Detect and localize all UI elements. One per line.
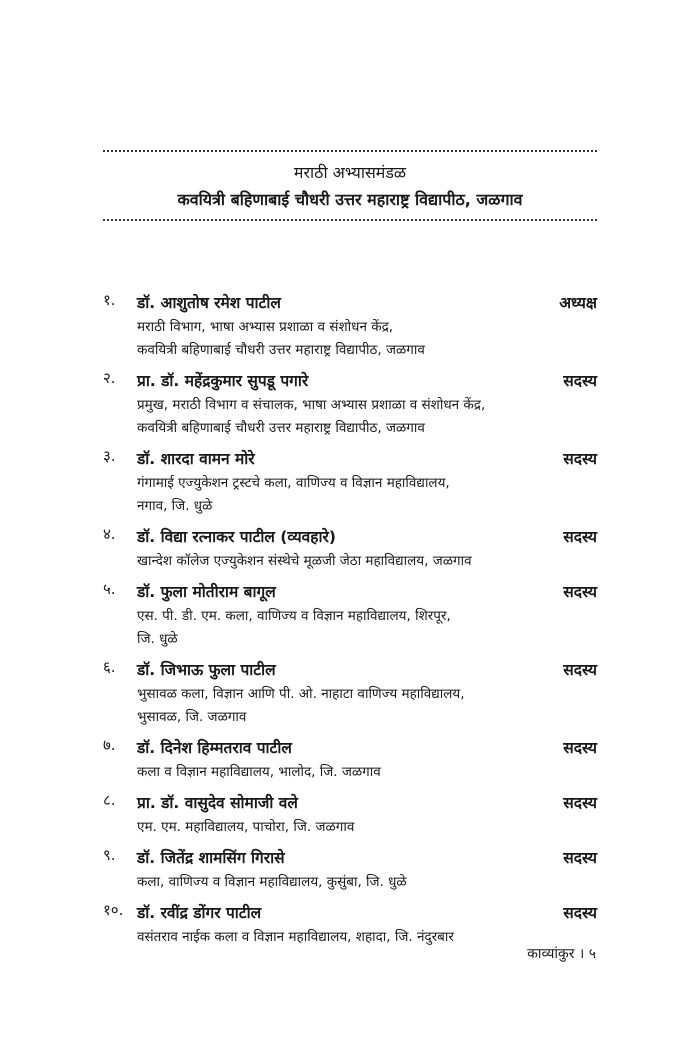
member-number: ३. — [103, 447, 116, 465]
member-affiliation-line: कला, वाणिज्य व विज्ञान महाविद्यालय, कुसुंबा, जि. धुळे — [137, 874, 407, 890]
member-role: सदस्य — [563, 583, 597, 601]
member-entry — [103, 845, 597, 894]
member-number: ५. — [103, 580, 116, 598]
member-name-row — [137, 524, 597, 550]
member-name-row — [137, 290, 597, 316]
member-affiliation-line: गंगामाई एज्युकेशन ट्रस्टचे कला, वाणिज्य व विज्ञान महाविद्यालय, — [137, 475, 450, 491]
member-affiliation-line: वसंतराव नाईक कला व विज्ञान महाविद्यालय, शहादा, जि. नंदुरबार — [137, 929, 454, 945]
member-role: सदस्य — [563, 904, 597, 922]
member-number: ९. — [103, 846, 116, 864]
header-block — [103, 150, 597, 221]
member-number: १. — [103, 291, 116, 309]
member-affiliation-line: खान्देश कॉलेज एज्युकेशन संस्थेचे मूळजी जेठा महाविद्यालय, जळगाव — [137, 553, 472, 569]
member-name-row — [137, 579, 597, 605]
member-role: सदस्य — [563, 528, 597, 546]
member-affiliation-line: एम. एम. महाविद्यालय, पाचोरा, जि. जळगाव — [137, 819, 355, 835]
member-role: सदस्य — [563, 661, 597, 679]
member-name: प्रा. डॉ. वासुदेव सोमाजी वले — [137, 794, 298, 812]
member-affiliation-line: मराठी विभाग, भाषा अभ्यास प्रशाळा व संशोधन केंद्र, — [137, 319, 394, 335]
member-affiliation-line: भुसावळ कला, विज्ञान आणि पी. ओ. नाहाटा वाणिज्य महाविद्यालय, — [137, 686, 465, 702]
member-name: डॉ. जितेंद्र शामसिंग गिरासे — [137, 849, 285, 867]
page-footer: काव्यांकुर । ५ — [527, 946, 596, 962]
members-list — [103, 290, 597, 955]
board-title: मराठी अभ्यासमंडळ — [293, 163, 407, 182]
member-name: प्रा. डॉ. महेंद्रकुमार सुपडू पगारे — [137, 372, 309, 390]
member-role: अध्यक्ष — [559, 294, 597, 312]
member-role: सदस्य — [563, 849, 597, 867]
member-name: डॉ. विद्या रत्नाकर पाटील (व्यवहारे) — [137, 528, 336, 546]
member-affiliation-line: कवयित्री बहिणाबाई चौधरी उत्तर महाराष्ट्र विद्यापीठ, जळगाव — [137, 342, 425, 358]
member-entry — [103, 735, 597, 784]
member-number: १०. — [103, 901, 124, 919]
member-number: ६. — [103, 658, 116, 676]
member-entry — [103, 290, 597, 362]
member-affiliation-line: जि. धुळे — [137, 631, 178, 647]
member-name-row — [137, 735, 597, 761]
member-role: सदस्य — [563, 450, 597, 468]
member-name-row — [137, 790, 597, 816]
bottom-dotted-rule — [103, 219, 597, 221]
member-number: ८. — [103, 791, 116, 809]
top-dotted-rule — [103, 150, 597, 152]
member-affiliation-line: नगाव, जि. धुळे — [137, 498, 213, 514]
member-entry — [103, 446, 597, 518]
member-affiliation-line: प्रमुख, मराठी विभाग व संचालक, भाषा अभ्यास प्रशाळा व संशोधन केंद्र, — [137, 397, 486, 413]
member-name: डॉ. दिनेश हिम्मतराव पाटील — [137, 739, 292, 757]
member-role: सदस्य — [563, 739, 597, 757]
member-role: सदस्य — [563, 372, 597, 390]
member-name-row — [137, 446, 597, 472]
member-entry — [103, 524, 597, 573]
member-entry — [103, 900, 597, 949]
member-role: सदस्य — [563, 794, 597, 812]
member-number: ४. — [103, 525, 116, 543]
member-name-row — [137, 657, 597, 683]
member-affiliation-line: एस. पी. डी. एम. कला, वाणिज्य व विज्ञान महाविद्यालय, शिरपूर, — [137, 608, 451, 624]
member-name: डॉ. फुला मोतीराम बागूल — [137, 583, 276, 601]
member-name-row — [137, 368, 597, 394]
member-affiliation-line: कवयित्री बहिणाबाई चौधरी उत्तर महाराष्ट्र विद्यापीठ, जळगाव — [137, 420, 425, 436]
member-name: डॉ. रवींद्र डोंगर पाटील — [137, 904, 262, 922]
member-entry — [103, 657, 597, 729]
member-entry — [103, 579, 597, 651]
member-name-row — [137, 845, 597, 871]
member-number: ७. — [103, 736, 116, 754]
member-affiliation-line: भुसावळ, जि. जळगाव — [137, 709, 247, 725]
member-affiliation-line: कला व विज्ञान महाविद्यालय, भालोद, जि. जळगाव — [137, 764, 381, 780]
member-entry — [103, 368, 597, 440]
member-entry — [103, 790, 597, 839]
member-name: डॉ. जिभाऊ फुला पाटील — [137, 661, 276, 679]
member-number: २. — [103, 369, 116, 387]
member-name: डॉ. शारदा वामन मोरे — [137, 450, 255, 468]
member-name: डॉ. आशुतोष रमेश पाटील — [137, 294, 281, 312]
university-name: कवयित्री बहिणाबाई चौधरी उत्तर महाराष्ट्र विद्यापीठ, जळगाव — [177, 190, 523, 209]
member-name-row — [137, 900, 597, 926]
